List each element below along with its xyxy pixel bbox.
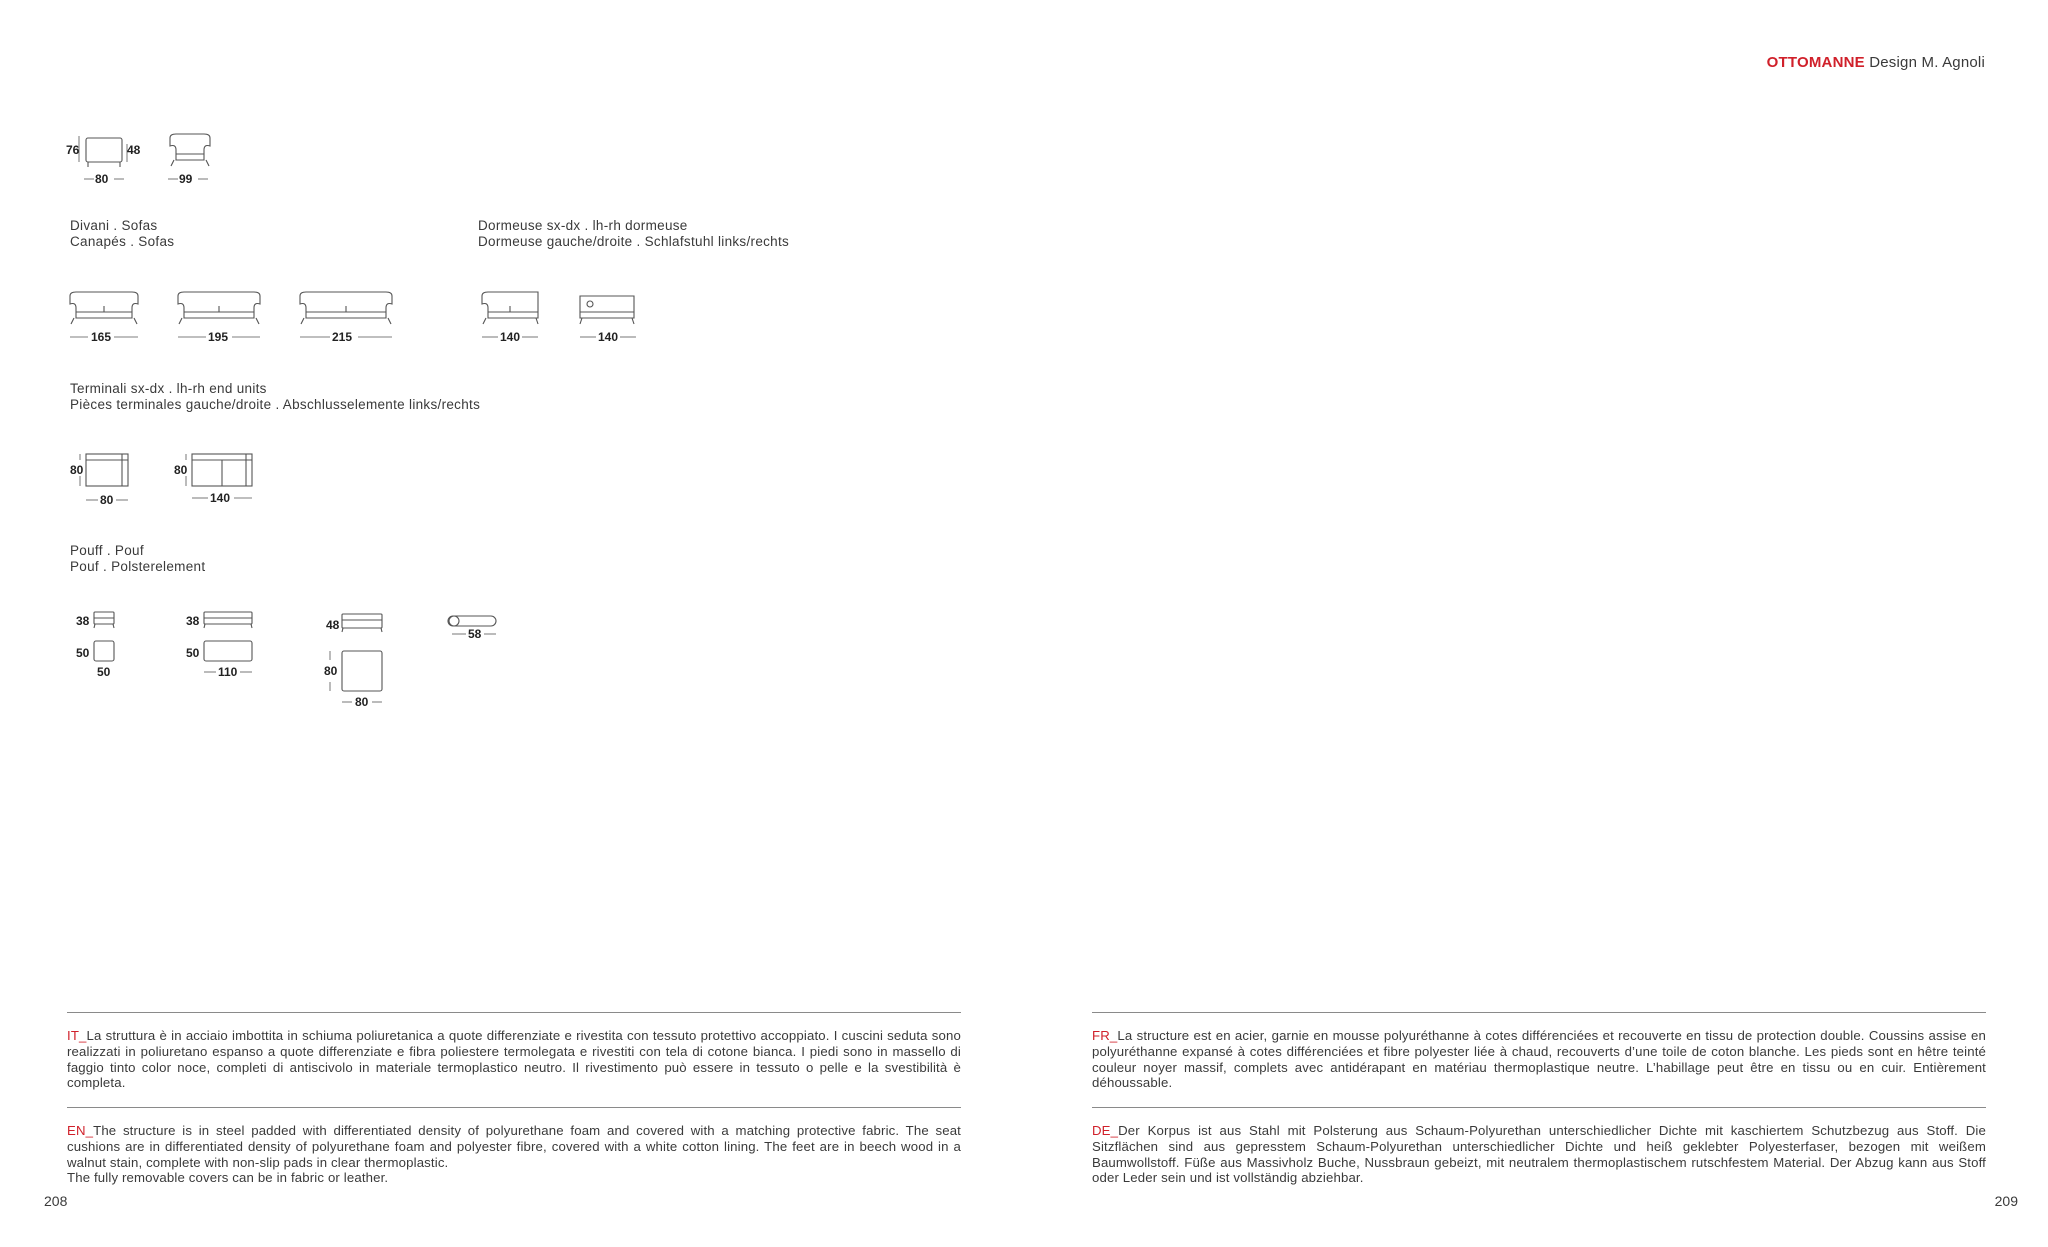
pouf-title-line1: Pouff . Pouf bbox=[70, 543, 144, 558]
end-units-title-line2: Pièces terminales gauche/droite . Abschlusselemente links/rechts bbox=[70, 397, 481, 412]
end-unit-80-depth-label: 80 bbox=[70, 463, 84, 477]
armchair-height-label: 76 bbox=[66, 143, 80, 157]
armchair-width-label: 80 bbox=[95, 172, 109, 186]
sofa-215-width-label: 215 bbox=[332, 330, 353, 344]
pouf-round-drawing bbox=[448, 616, 496, 626]
dormeuse-title bbox=[478, 218, 789, 250]
sofa-165-width-label: 165 bbox=[91, 330, 112, 344]
armchair-front-view bbox=[79, 136, 127, 167]
end-unit-80-drawing bbox=[80, 454, 128, 486]
description-de bbox=[1092, 1123, 1986, 1186]
pouf-110-depth-label: 50 bbox=[186, 646, 200, 660]
description-en-text: The structure is in steel padded with differentiated density of polyurethane foam and covered with a matching protective fabric. The seat cushions are in differentiated density of polyurethane foam and polyester fibre, covered with a white cotton lining. The feet are in beech wood in a walnut stain, complete with non-slip pads in clear thermoplastic. bbox=[67, 1123, 961, 1170]
armchair-drawing bbox=[64, 132, 234, 192]
dormeuse-title-line1: Dormeuse sx-dx . lh-rh dormeuse bbox=[478, 218, 688, 233]
dormeuse-drawing bbox=[480, 290, 650, 350]
pouf-50-drawing bbox=[94, 612, 114, 661]
lang-label-it: IT_ bbox=[67, 1028, 87, 1043]
dormeuse-left-width-label: 140 bbox=[500, 330, 521, 344]
page-header bbox=[1767, 54, 1985, 71]
end-unit-80-width-label: 80 bbox=[100, 493, 114, 507]
collection-name: OTTOMANNE bbox=[1766, 54, 1865, 71]
sofas-title-line1: Divani . Sofas bbox=[70, 218, 158, 233]
description-it bbox=[67, 1028, 961, 1091]
description-it-text: La struttura è in acciaio imbottita in schiuma poliuretanica a quote differenziate e rivestita con tessuto protettivo accoppiato. I cuscini seduta sono realizzati in poliuretano espanso a quote differenziate e fibra poliestere termolegata e rivestiti con tela di cotone bianca. I piedi sono in massello di faggio tinto color noce, completi di antiscivolo in materiale termoplastico neutro. Il rivestimento può essere in tessuto o pelle e la svestibilità è completa. bbox=[67, 1028, 961, 1091]
end-units-title-line1: Terminali sx-dx . lh-rh end units bbox=[70, 381, 267, 396]
sofa-195-drawing bbox=[178, 292, 260, 324]
pouf-drawing bbox=[70, 608, 510, 708]
pouf-110-width-label: 110 bbox=[218, 665, 238, 679]
designer-credit: Design M. Agnoli bbox=[1869, 54, 1985, 71]
dormeuse-left-drawing bbox=[482, 292, 538, 324]
armchair-seat-height-label: 48 bbox=[127, 143, 141, 157]
pouf-50-width-label: 50 bbox=[97, 665, 111, 679]
description-de-text: Der Korpus ist aus Stahl mit Polsterung aus Schaum-Polyurethan unterschiedlicher Dichte mit kaschiertem Schutzbezug aus Stoff. Die Sitzflächen sind aus gepresstem Schaum-Polyurethan unterschiedlicher Dichte und heiß geklebter Polyesterfaser, bezogen mit weißem Baumwollstoff. Füße aus Massivholz Buche, Nussbraun gebeizt, mit neutralem thermoplastischem rutschfestem Material. Der Abzug kann aus Stoff oder Leder sein und ist vollständig abziehbar. bbox=[1092, 1123, 1986, 1186]
sofas-drawing bbox=[68, 290, 398, 350]
pouf-round-width-label: 58 bbox=[468, 627, 482, 641]
divider-fr-top bbox=[1092, 1012, 1986, 1013]
page-number-right: 209 bbox=[1994, 1193, 2018, 1209]
divider-en-top bbox=[67, 1107, 961, 1108]
dormeuse-right-drawing bbox=[580, 296, 634, 324]
armchair-depth-label: 99 bbox=[179, 172, 193, 186]
lang-label-fr: FR_ bbox=[1092, 1028, 1118, 1043]
sofa-195-width-label: 195 bbox=[208, 330, 229, 344]
pouf-80-width-label: 80 bbox=[355, 695, 369, 709]
pouf-80-height-label: 48 bbox=[326, 618, 340, 632]
pouf-50-height-label: 38 bbox=[76, 614, 90, 628]
end-units-drawing bbox=[68, 452, 268, 512]
description-fr bbox=[1092, 1028, 1986, 1091]
divider-it-top bbox=[67, 1012, 961, 1013]
divider-de-top bbox=[1092, 1107, 1986, 1108]
end-unit-140-width-label: 140 bbox=[210, 491, 231, 505]
sofa-165-drawing bbox=[70, 292, 138, 324]
description-fr-text: La structure est en acier, garnie en mousse polyuréthanne à cotes différenciées et recouverte en tissu de protection double. Coussins assise en polyuréthanne expansé à cotes différenciées et fibre polyester liée à chaud, recouverts d’une toile de coton blanche. Les pieds sont en hêtre teinté couleur noyer massif, complets avec antidérapant en matériau thermoplastique neutre. L’habillage peut être en tissu ou en cuir. Entièrement déhoussable. bbox=[1092, 1028, 1986, 1091]
pouf-title-line2: Pouf . Polsterelement bbox=[70, 559, 206, 574]
pouf-110-height-label: 38 bbox=[186, 614, 200, 628]
sofas-title bbox=[70, 218, 174, 250]
lang-label-de: DE_ bbox=[1092, 1123, 1119, 1138]
end-unit-140-drawing bbox=[186, 454, 252, 486]
sofa-215-drawing bbox=[300, 292, 392, 324]
dormeuse-right-width-label: 140 bbox=[598, 330, 619, 344]
dormeuse-title-line2: Dormeuse gauche/droite . Schlafstuhl links/rechts bbox=[478, 234, 790, 249]
end-units-title bbox=[70, 381, 480, 413]
armchair-side-view bbox=[170, 134, 210, 166]
page-number-left: 208 bbox=[44, 1193, 68, 1209]
end-unit-140-depth-label: 80 bbox=[174, 463, 188, 477]
pouf-title bbox=[70, 543, 205, 575]
pouf-80-depth-label: 80 bbox=[324, 664, 338, 678]
pouf-110-drawing bbox=[204, 612, 252, 661]
description-en-text-2: The fully removable covers can be in fabric or leather. bbox=[67, 1170, 389, 1186]
sofas-title-line2: Canapés . Sofas bbox=[70, 234, 175, 249]
lang-label-en: EN_ bbox=[67, 1123, 94, 1138]
pouf-50-depth-label: 50 bbox=[76, 646, 90, 660]
description-en bbox=[67, 1123, 961, 1186]
